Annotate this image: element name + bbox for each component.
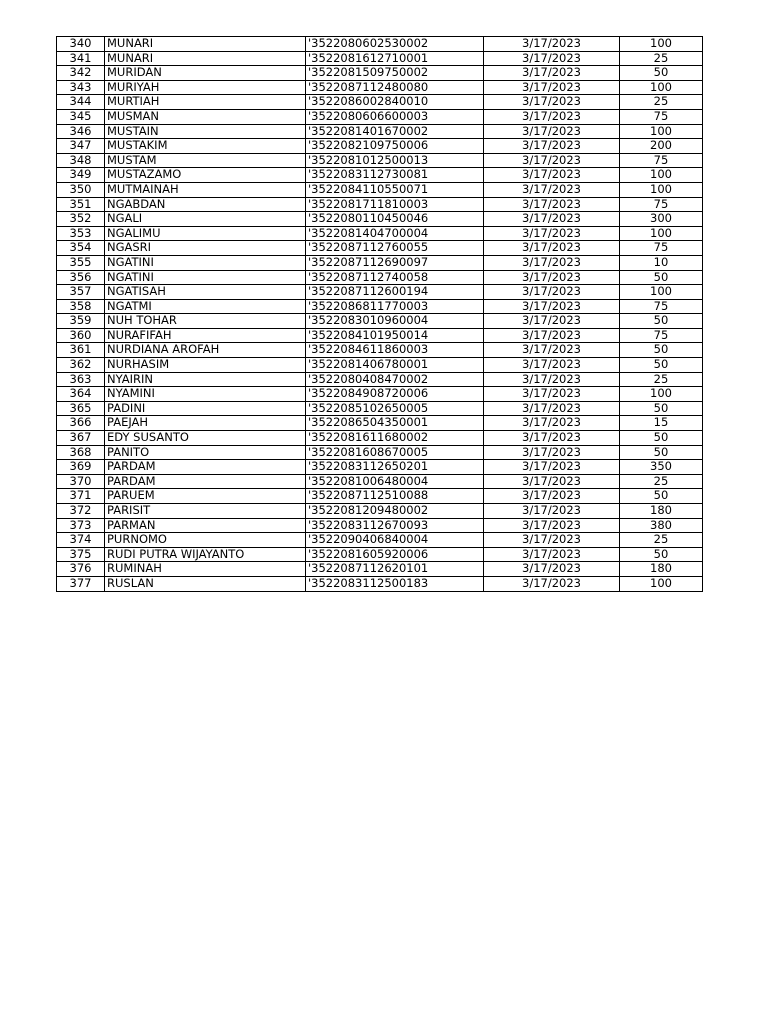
amount-cell: 25 bbox=[620, 372, 703, 387]
id-number-cell: '3522083112730081 bbox=[306, 168, 484, 183]
name-cell: NYAMINI bbox=[105, 387, 306, 402]
name-cell: NYAIRIN bbox=[105, 372, 306, 387]
date-cell: 3/17/2023 bbox=[484, 37, 620, 52]
table-row bbox=[57, 401, 703, 416]
amount-cell: 100 bbox=[620, 182, 703, 197]
id-number-cell: '3522087112740058 bbox=[306, 270, 484, 285]
table-row bbox=[57, 416, 703, 431]
table-row bbox=[57, 431, 703, 446]
id-number-cell: '3522081711810003 bbox=[306, 197, 484, 212]
name-cell: NURDIANA AROFAH bbox=[105, 343, 306, 358]
name-cell: PARISIT bbox=[105, 504, 306, 519]
id-number-cell: '3522081209480002 bbox=[306, 504, 484, 519]
name-cell: PURNOMO bbox=[105, 533, 306, 548]
id-number-cell: '3522086002840010 bbox=[306, 95, 484, 110]
name-cell: PARMAN bbox=[105, 518, 306, 533]
date-cell: 3/17/2023 bbox=[484, 139, 620, 154]
row-number-cell: 343 bbox=[57, 80, 105, 95]
table-row bbox=[57, 533, 703, 548]
row-number-cell: 354 bbox=[57, 241, 105, 256]
amount-cell: 50 bbox=[620, 445, 703, 460]
name-cell: MUSTAM bbox=[105, 153, 306, 168]
id-number-cell: '3522083112670093 bbox=[306, 518, 484, 533]
date-cell: 3/17/2023 bbox=[484, 533, 620, 548]
table-row bbox=[57, 547, 703, 562]
date-cell: 3/17/2023 bbox=[484, 255, 620, 270]
amount-cell: 10 bbox=[620, 255, 703, 270]
row-number-cell: 364 bbox=[57, 387, 105, 402]
row-number-cell: 341 bbox=[57, 51, 105, 66]
id-number-cell: '3522084611860003 bbox=[306, 343, 484, 358]
name-cell: NGATMI bbox=[105, 299, 306, 314]
row-number-cell: 358 bbox=[57, 299, 105, 314]
amount-cell: 50 bbox=[620, 431, 703, 446]
amount-cell: 50 bbox=[620, 343, 703, 358]
name-cell: MURIYAH bbox=[105, 80, 306, 95]
amount-cell: 25 bbox=[620, 474, 703, 489]
name-cell: MUSMAN bbox=[105, 109, 306, 124]
date-cell: 3/17/2023 bbox=[484, 80, 620, 95]
amount-cell: 100 bbox=[620, 226, 703, 241]
id-number-cell: '3522080606600003 bbox=[306, 109, 484, 124]
table-row bbox=[57, 109, 703, 124]
table-row bbox=[57, 168, 703, 183]
id-number-cell: '3522081509750002 bbox=[306, 66, 484, 81]
table-row bbox=[57, 197, 703, 212]
id-number-cell: '3522080408470002 bbox=[306, 372, 484, 387]
name-cell: NGASRI bbox=[105, 241, 306, 256]
name-cell: NGATISAH bbox=[105, 285, 306, 300]
row-number-cell: 349 bbox=[57, 168, 105, 183]
table-row bbox=[57, 387, 703, 402]
row-number-cell: 352 bbox=[57, 212, 105, 227]
name-cell: RUDI PUTRA WIJAYANTO bbox=[105, 547, 306, 562]
table-row bbox=[57, 153, 703, 168]
row-number-cell: 345 bbox=[57, 109, 105, 124]
table-row bbox=[57, 124, 703, 139]
row-number-cell: 365 bbox=[57, 401, 105, 416]
name-cell: MUNARI bbox=[105, 51, 306, 66]
table-row bbox=[57, 182, 703, 197]
amount-cell: 100 bbox=[620, 576, 703, 591]
row-number-cell: 362 bbox=[57, 358, 105, 373]
row-number-cell: 363 bbox=[57, 372, 105, 387]
id-number-cell: '3522081404700004 bbox=[306, 226, 484, 241]
date-cell: 3/17/2023 bbox=[484, 226, 620, 241]
amount-cell: 50 bbox=[620, 489, 703, 504]
date-cell: 3/17/2023 bbox=[484, 547, 620, 562]
id-number-cell: '3522087112760055 bbox=[306, 241, 484, 256]
date-cell: 3/17/2023 bbox=[484, 576, 620, 591]
date-cell: 3/17/2023 bbox=[484, 328, 620, 343]
table-row bbox=[57, 95, 703, 110]
date-cell: 3/17/2023 bbox=[484, 153, 620, 168]
name-cell: MUSTAZAMO bbox=[105, 168, 306, 183]
date-cell: 3/17/2023 bbox=[484, 460, 620, 475]
amount-cell: 50 bbox=[620, 358, 703, 373]
amount-cell: 100 bbox=[620, 387, 703, 402]
row-number-cell: 342 bbox=[57, 66, 105, 81]
amount-cell: 180 bbox=[620, 504, 703, 519]
id-number-cell: '3522081612710001 bbox=[306, 51, 484, 66]
table-row bbox=[57, 241, 703, 256]
row-number-cell: 375 bbox=[57, 547, 105, 562]
name-cell: NGALIMU bbox=[105, 226, 306, 241]
row-number-cell: 356 bbox=[57, 270, 105, 285]
amount-cell: 380 bbox=[620, 518, 703, 533]
row-number-cell: 361 bbox=[57, 343, 105, 358]
name-cell: NGATINI bbox=[105, 255, 306, 270]
amount-cell: 50 bbox=[620, 401, 703, 416]
id-number-cell: '3522084101950014 bbox=[306, 328, 484, 343]
id-number-cell: '3522087112510088 bbox=[306, 489, 484, 504]
row-number-cell: 353 bbox=[57, 226, 105, 241]
amount-cell: 75 bbox=[620, 153, 703, 168]
date-cell: 3/17/2023 bbox=[484, 562, 620, 577]
amount-cell: 350 bbox=[620, 460, 703, 475]
table-row bbox=[57, 139, 703, 154]
amount-cell: 180 bbox=[620, 562, 703, 577]
table-row bbox=[57, 270, 703, 285]
row-number-cell: 374 bbox=[57, 533, 105, 548]
id-number-cell: '3522081608670005 bbox=[306, 445, 484, 460]
table-row bbox=[57, 285, 703, 300]
row-number-cell: 369 bbox=[57, 460, 105, 475]
name-cell: EDY SUSANTO bbox=[105, 431, 306, 446]
amount-cell: 75 bbox=[620, 241, 703, 256]
table-row bbox=[57, 66, 703, 81]
amount-cell: 75 bbox=[620, 299, 703, 314]
amount-cell: 25 bbox=[620, 533, 703, 548]
row-number-cell: 371 bbox=[57, 489, 105, 504]
table-row bbox=[57, 299, 703, 314]
amount-cell: 200 bbox=[620, 139, 703, 154]
row-number-cell: 350 bbox=[57, 182, 105, 197]
amount-cell: 50 bbox=[620, 270, 703, 285]
row-number-cell: 347 bbox=[57, 139, 105, 154]
date-cell: 3/17/2023 bbox=[484, 241, 620, 256]
amount-cell: 100 bbox=[620, 80, 703, 95]
data-table bbox=[56, 36, 703, 592]
row-number-cell: 359 bbox=[57, 314, 105, 329]
amount-cell: 100 bbox=[620, 168, 703, 183]
name-cell: MUSTAIN bbox=[105, 124, 306, 139]
id-number-cell: '3522084908720006 bbox=[306, 387, 484, 402]
date-cell: 3/17/2023 bbox=[484, 270, 620, 285]
date-cell: 3/17/2023 bbox=[484, 431, 620, 446]
date-cell: 3/17/2023 bbox=[484, 504, 620, 519]
id-number-cell: '3522087112600194 bbox=[306, 285, 484, 300]
name-cell: RUSLAN bbox=[105, 576, 306, 591]
row-number-cell: 372 bbox=[57, 504, 105, 519]
row-number-cell: 366 bbox=[57, 416, 105, 431]
amount-cell: 50 bbox=[620, 66, 703, 81]
amount-cell: 100 bbox=[620, 37, 703, 52]
table-row bbox=[57, 226, 703, 241]
table-row bbox=[57, 489, 703, 504]
id-number-cell: '3522081605920006 bbox=[306, 547, 484, 562]
row-number-cell: 377 bbox=[57, 576, 105, 591]
id-number-cell: '3522086504350001 bbox=[306, 416, 484, 431]
date-cell: 3/17/2023 bbox=[484, 387, 620, 402]
row-number-cell: 357 bbox=[57, 285, 105, 300]
id-number-cell: '3522087112690097 bbox=[306, 255, 484, 270]
name-cell: MURIDAN bbox=[105, 66, 306, 81]
id-number-cell: '3522081401670002 bbox=[306, 124, 484, 139]
name-cell: PARUEM bbox=[105, 489, 306, 504]
id-number-cell: '3522081406780001 bbox=[306, 358, 484, 373]
date-cell: 3/17/2023 bbox=[484, 489, 620, 504]
table-row bbox=[57, 358, 703, 373]
date-cell: 3/17/2023 bbox=[484, 474, 620, 489]
row-number-cell: 373 bbox=[57, 518, 105, 533]
table-row bbox=[57, 212, 703, 227]
id-number-cell: '3522083112500183 bbox=[306, 576, 484, 591]
date-cell: 3/17/2023 bbox=[484, 343, 620, 358]
id-number-cell: '3522087112620101 bbox=[306, 562, 484, 577]
table-row bbox=[57, 576, 703, 591]
date-cell: 3/17/2023 bbox=[484, 168, 620, 183]
name-cell: MUNARI bbox=[105, 37, 306, 52]
id-number-cell: '3522084110550071 bbox=[306, 182, 484, 197]
date-cell: 3/17/2023 bbox=[484, 401, 620, 416]
amount-cell: 15 bbox=[620, 416, 703, 431]
id-number-cell: '3522083112650201 bbox=[306, 460, 484, 475]
table-row bbox=[57, 343, 703, 358]
row-number-cell: 367 bbox=[57, 431, 105, 446]
id-number-cell: '3522087112480080 bbox=[306, 80, 484, 95]
id-number-cell: '3522085102650005 bbox=[306, 401, 484, 416]
table-row bbox=[57, 372, 703, 387]
row-number-cell: 351 bbox=[57, 197, 105, 212]
date-cell: 3/17/2023 bbox=[484, 66, 620, 81]
table-row bbox=[57, 80, 703, 95]
table-row bbox=[57, 518, 703, 533]
name-cell: NURHASIM bbox=[105, 358, 306, 373]
row-number-cell: 368 bbox=[57, 445, 105, 460]
name-cell: MUTMAINAH bbox=[105, 182, 306, 197]
table-row bbox=[57, 255, 703, 270]
amount-cell: 25 bbox=[620, 51, 703, 66]
date-cell: 3/17/2023 bbox=[484, 372, 620, 387]
date-cell: 3/17/2023 bbox=[484, 299, 620, 314]
date-cell: 3/17/2023 bbox=[484, 124, 620, 139]
amount-cell: 50 bbox=[620, 314, 703, 329]
date-cell: 3/17/2023 bbox=[484, 95, 620, 110]
id-number-cell: '3522083010960004 bbox=[306, 314, 484, 329]
id-number-cell: '3522080602530002 bbox=[306, 37, 484, 52]
name-cell: RUMINAH bbox=[105, 562, 306, 577]
date-cell: 3/17/2023 bbox=[484, 182, 620, 197]
amount-cell: 100 bbox=[620, 124, 703, 139]
table-row bbox=[57, 51, 703, 66]
name-cell: PARDAM bbox=[105, 460, 306, 475]
row-number-cell: 370 bbox=[57, 474, 105, 489]
id-number-cell: '3522090406840004 bbox=[306, 533, 484, 548]
name-cell: NUH TOHAR bbox=[105, 314, 306, 329]
date-cell: 3/17/2023 bbox=[484, 416, 620, 431]
date-cell: 3/17/2023 bbox=[484, 109, 620, 124]
id-number-cell: '3522081611680002 bbox=[306, 431, 484, 446]
name-cell: MUSTAKIM bbox=[105, 139, 306, 154]
id-number-cell: '3522080110450046 bbox=[306, 212, 484, 227]
date-cell: 3/17/2023 bbox=[484, 285, 620, 300]
row-number-cell: 348 bbox=[57, 153, 105, 168]
name-cell: PANITO bbox=[105, 445, 306, 460]
table-row bbox=[57, 328, 703, 343]
date-cell: 3/17/2023 bbox=[484, 445, 620, 460]
table-row bbox=[57, 474, 703, 489]
table-row bbox=[57, 37, 703, 52]
row-number-cell: 355 bbox=[57, 255, 105, 270]
table-body bbox=[57, 37, 703, 592]
row-number-cell: 360 bbox=[57, 328, 105, 343]
date-cell: 3/17/2023 bbox=[484, 51, 620, 66]
table-row bbox=[57, 314, 703, 329]
table-row bbox=[57, 562, 703, 577]
name-cell: MURTIAH bbox=[105, 95, 306, 110]
id-number-cell: '3522086811770003 bbox=[306, 299, 484, 314]
date-cell: 3/17/2023 bbox=[484, 314, 620, 329]
amount-cell: 75 bbox=[620, 197, 703, 212]
amount-cell: 50 bbox=[620, 547, 703, 562]
amount-cell: 25 bbox=[620, 95, 703, 110]
date-cell: 3/17/2023 bbox=[484, 212, 620, 227]
amount-cell: 75 bbox=[620, 109, 703, 124]
table-row bbox=[57, 460, 703, 475]
name-cell: PAEJAH bbox=[105, 416, 306, 431]
row-number-cell: 344 bbox=[57, 95, 105, 110]
table-row bbox=[57, 504, 703, 519]
row-number-cell: 376 bbox=[57, 562, 105, 577]
id-number-cell: '3522082109750006 bbox=[306, 139, 484, 154]
amount-cell: 300 bbox=[620, 212, 703, 227]
name-cell: NGATINI bbox=[105, 270, 306, 285]
name-cell: PARDAM bbox=[105, 474, 306, 489]
row-number-cell: 340 bbox=[57, 37, 105, 52]
date-cell: 3/17/2023 bbox=[484, 518, 620, 533]
row-number-cell: 346 bbox=[57, 124, 105, 139]
date-cell: 3/17/2023 bbox=[484, 197, 620, 212]
table-row bbox=[57, 445, 703, 460]
name-cell: PADINI bbox=[105, 401, 306, 416]
amount-cell: 75 bbox=[620, 328, 703, 343]
amount-cell: 100 bbox=[620, 285, 703, 300]
name-cell: NGABDAN bbox=[105, 197, 306, 212]
id-number-cell: '3522081006480004 bbox=[306, 474, 484, 489]
name-cell: NGALI bbox=[105, 212, 306, 227]
name-cell: NURAFIFAH bbox=[105, 328, 306, 343]
id-number-cell: '3522081012500013 bbox=[306, 153, 484, 168]
date-cell: 3/17/2023 bbox=[484, 358, 620, 373]
